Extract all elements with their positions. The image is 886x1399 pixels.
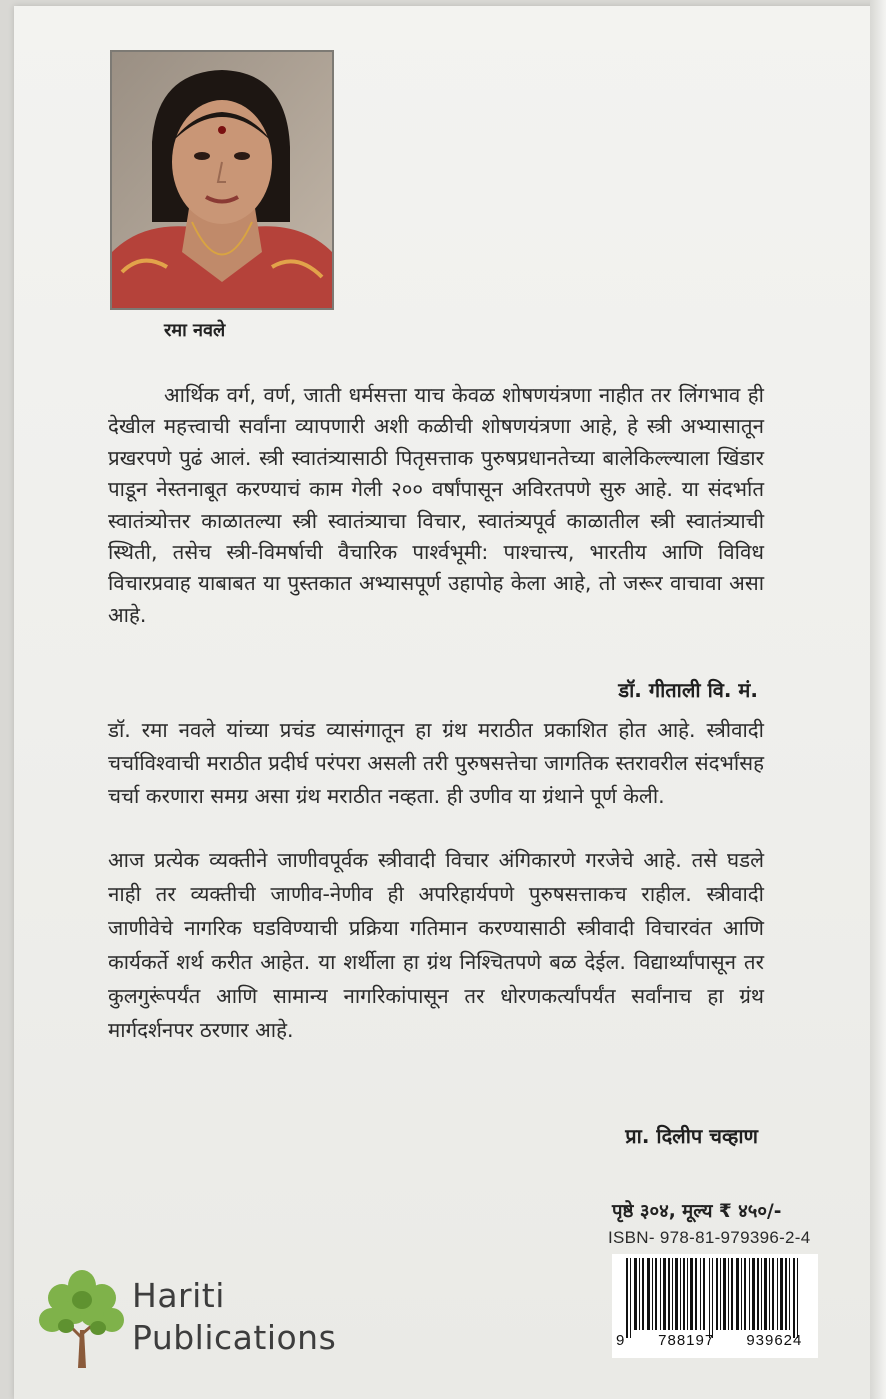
publisher-name-line2: Publications: [132, 1318, 337, 1357]
author-caption: रमा नवले: [164, 320, 226, 341]
review-2-text-b: आज प्रत्येक व्यक्तीने जाणीवपूर्वक स्त्रीवादी विचार अंगिकारणे गरजेचे आहे. तसे घडले नाही तर व्यक्तीची जाणीव-नेणीव ही अपरिहार्यपणे पुरुषसत्ताकच राहील. स्त्रीवादी जाणीवेचे नागरिक घडविण्याची प्रक्रिया गतिमान करण्यासाठी स्त्रीवादी विचारवंत आणि कार्यकर्ते शर्थ करीत आहेत. या शर्थीला हा ग्रंथ निश्चितपणे बळ देईल. विद्यार्थ्यांपासून तर कुलगुरूंपर्यंत आणि सामान्य नागरिकांपासून तर धोरणकर्त्यांपर्यंत सर्वांनाच हा ग्रंथ मार्गदर्शनपर ठरणार आहे.: [108, 848, 764, 1042]
isbn: ISBN- 978-81-979396-2-4: [608, 1228, 811, 1247]
author-photo: [110, 50, 334, 310]
barcode-group-1: 788197: [658, 1332, 715, 1349]
publisher-tree-logo: [38, 1268, 124, 1372]
barcode-left-digit: 9: [616, 1332, 625, 1349]
barcode-group-2: 939624: [746, 1332, 803, 1349]
review-1-text: आर्थिक वर्ग, वर्ण, जाती धर्मसत्ता याच केवळ शोषणयंत्रणा नाहीत तर लिंगभाव ही देखील महत्त्वाची सर्वांना व्यापणारी अशी कळीची शोषणयंत्रणा आहे, हे स्त्री अभ्यासातून प्रखरपणे पुढं आलं. स्त्री स्वातंत्र्यासाठी पितृसत्ताक पुरुषप्रधानतेच्या बालेकिल्ल्याला खिंडार पाडून नेस्तनाबूत करण्याचं काम गेली २०० वर्षांपासून अविरतपणे सुरु आहे. या संदर्भात स्वातंत्र्योत्तर काळातल्या स्त्री स्वातंत्र्याचा विचार, स्वातंत्र्यपूर्व काळातील स्त्री स्वातंत्र्याची स्थिती, तसेच स्त्री-विमर्षाची वैचारिक पार्श्वभूमी: पाश्चात्त्य, भारतीय आणि विविध विचारप्रवाह याबाबत या पुस्तकात अभ्यासपूर्ण उहापोह केला आहे, तो जरूर वाचावा असा आहे.: [108, 383, 764, 627]
price-line: पृष्ठे ३०४, मूल्य ₹ ४५०/-: [612, 1201, 782, 1222]
review-1-signature: डॉ. गीताली वि. मं.: [618, 678, 758, 702]
publisher-name-line1: Hariti: [132, 1276, 225, 1315]
review-2-signature: प्रा. दिलीप चव्हाण: [625, 1124, 758, 1148]
cover-edge: [870, 0, 886, 1399]
review-2-text-a: डॉ. रमा नवले यांच्या प्रचंड व्यासंगातून हा ग्रंथ मराठीत प्रकाशित होत आहे. स्त्रीवादी चर्चाविश्वाची मराठीत प्रदीर्घ परंपरा असली तरी पुरुषसत्तेचा जागतिक स्तरावरील संदर्भांसह चर्चा करणारा समग्र असा ग्रंथ मराठीत नव्हता. ही उणीव या ग्रंथाने पूर्ण केली.: [108, 718, 764, 808]
barcode-digits: [616, 1332, 816, 1349]
